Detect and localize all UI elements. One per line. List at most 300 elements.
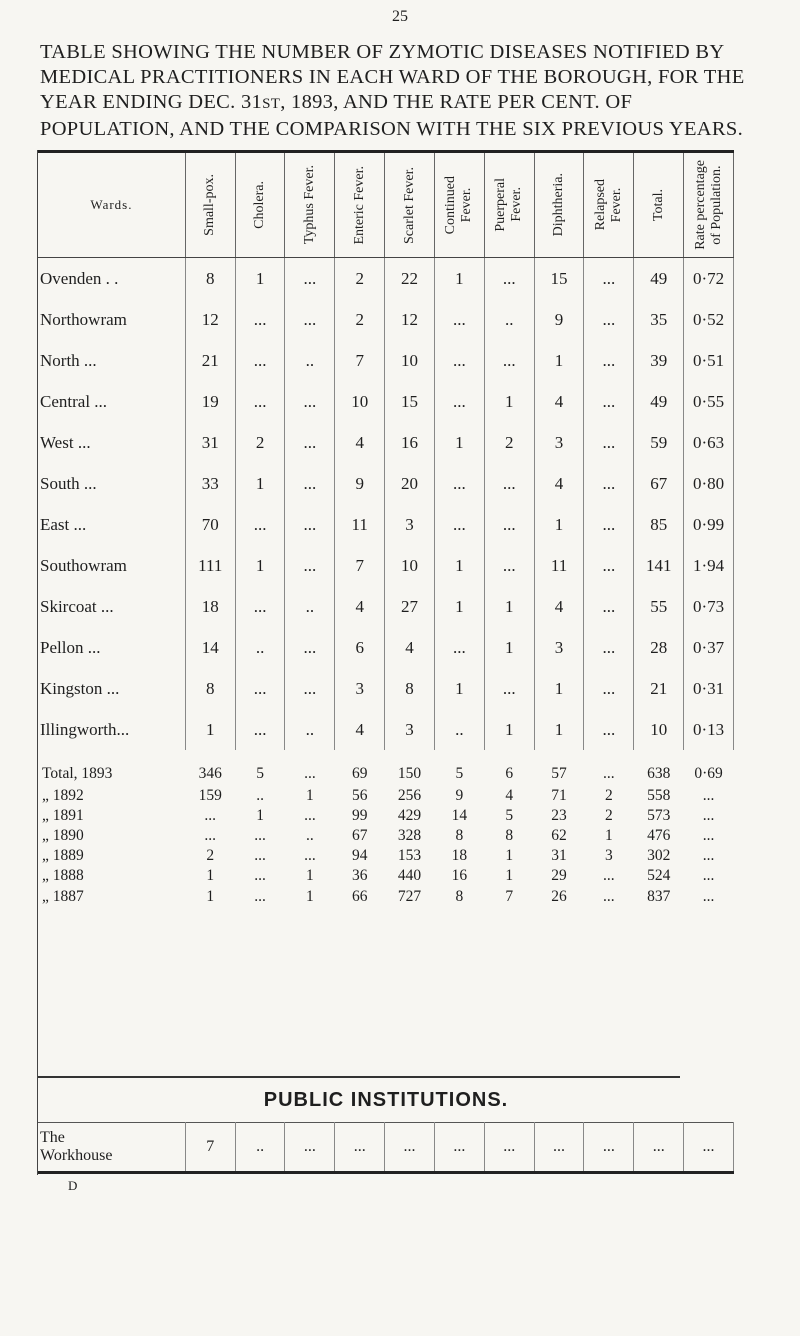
table-cell: ... [434,463,484,504]
table-cell: ... [285,545,335,586]
table-cell: ... [235,709,285,750]
table-cell: ... [702,888,715,905]
table-cell: 7 [335,545,385,586]
table-cell: 67 [634,463,684,504]
header-col-label: Typhus Fever. [301,165,317,245]
header-col-5 [434,152,484,258]
table-cell: 1 [484,586,534,627]
table-cell: 1 [484,381,534,422]
row-label: Northowram [38,299,185,340]
table-cell: 66 [351,888,368,905]
table-cell: ... [385,1123,435,1173]
table-cell: 1 [484,627,534,668]
table-cell: ... [285,258,335,300]
row-label: Skircoat ... [38,586,185,627]
row-label: Kingston ... [38,668,185,709]
table-cell: ... [484,504,534,545]
table-cell: ... [584,422,634,463]
table-row [38,545,734,586]
row-label: West ... [38,422,185,463]
header-col-label: Diphtheria. [551,173,567,237]
table-cell: 94 [351,847,368,864]
table-cell: 1 [206,867,215,884]
table-cell: ... [584,504,634,545]
table-cell: 1 [534,340,584,381]
table-cell: 0·72 [684,258,734,300]
table-cell: 1 [434,545,484,586]
table-cell: ... [484,340,534,381]
table-cell: 11 [534,545,584,586]
table-row [38,826,734,846]
table-cell: 302 [647,847,671,864]
table-cell: 1 [434,586,484,627]
table-cell: 31 [551,847,567,864]
table-row [38,709,734,750]
header-col-0 [185,152,235,258]
table-cell: 0·31 [684,668,734,709]
row-label: Southowram [38,545,185,586]
table-cell: 4 [534,381,584,422]
table-cell: 5 [505,807,514,824]
table-cell: .. [285,709,335,750]
table-body [38,258,734,909]
table-cell: 8 [185,668,235,709]
table-row [38,786,734,806]
table-cell: ... [484,545,534,586]
table-cell: ... [434,299,484,340]
table-cell: ... [285,299,335,340]
table-cell: 1 [306,787,314,804]
table-cell: 727 [397,888,422,905]
row-label: Illingworth... [38,709,185,750]
table-cell: ... [204,807,217,824]
table-cell: ... [584,258,634,300]
table-cell: 11 [335,504,385,545]
table-cell: ... [584,299,634,340]
table-cell: 4 [335,422,385,463]
table-cell: ... [702,827,715,844]
header-col-1 [235,152,285,258]
institution-name-line1: The [40,1129,65,1146]
table-cell: 26 [551,888,567,905]
table-cell: ... [603,867,615,884]
table-cell: 0·73 [684,586,734,627]
header-col-6 [484,152,534,258]
header-col-label: Continued Fever. [443,175,475,235]
table-cell: ... [584,381,634,422]
institution-name-line2: Workhouse [40,1147,113,1164]
header-row [38,152,734,258]
public-institutions-table [38,1122,734,1174]
table-cell: 0·63 [684,422,734,463]
table-cell: 21 [634,668,684,709]
separator-cell [38,750,734,762]
table-cell: 7 [185,1123,235,1173]
section-rule [38,1076,680,1078]
table-cell: ... [235,504,285,545]
table-cell: 1 [185,709,235,750]
table-cell: 0·69 [694,765,723,782]
table-cell: 1 [235,258,285,300]
table-cell: 4 [385,627,435,668]
table-cell: ... [603,765,615,782]
table-cell: ... [285,627,335,668]
header-col-label: Total. [650,188,666,222]
zymotic-diseases-table [38,150,734,908]
table-cell: ... [254,827,266,844]
page-number: 25 [392,8,408,25]
header-col-label: Rate percentage of Population. [692,160,724,250]
table-cell: 16 [451,867,468,884]
table-row [38,381,734,422]
table-cell: ... [584,545,634,586]
table-cell: 1 [206,888,215,905]
table-cell: 7 [505,888,514,905]
table-cell: 4 [335,586,385,627]
table-cell: ... [434,381,484,422]
row-label: Ovenden . . [38,258,185,300]
table-cell: 35 [634,299,684,340]
table-cell: ... [254,847,266,864]
table-cell: .. [285,586,335,627]
table-cell: 6 [335,627,385,668]
table-row [38,299,734,340]
table-cell: 429 [397,807,422,824]
table-cell: 150 [397,765,422,782]
table-cell: ... [702,807,715,824]
table-cell: 7 [335,340,385,381]
header-col-10 [684,152,734,258]
table-cell: ... [235,299,285,340]
table-cell: ... [285,463,335,504]
table-cell: 31 [185,422,235,463]
table-cell: 15 [534,258,584,300]
table-cell: 9 [534,299,584,340]
table-row [38,586,734,627]
table-cell: 85 [634,504,684,545]
table-cell: 3 [385,504,435,545]
table-cell: 476 [647,827,671,844]
table-cell: ... [254,867,266,884]
table-cell: 1 [434,258,484,300]
table-cell: 5 [455,765,464,782]
table-cell: 0·52 [684,299,734,340]
table-row [38,866,734,886]
row-label: East ... [38,504,185,545]
table-row [38,762,734,786]
table-cell: 256 [397,787,422,804]
table-cell: 8 [505,827,514,844]
table-cell: ... [584,463,634,504]
table-cell: 524 [647,867,671,884]
table-row [38,886,734,908]
table-cell: ... [484,463,534,504]
table-cell: 0·99 [684,504,734,545]
table-cell: 10 [634,709,684,750]
row-label: „ 1887 [42,888,84,905]
table-cell: 328 [397,827,422,844]
table-cell: ... [235,668,285,709]
table-cell: 2 [484,422,534,463]
title-ordinal-suffix: ST [262,96,281,112]
table-cell: ... [434,627,484,668]
table-cell: ... [254,888,266,905]
header-col-label: Puerperal Fever. [493,178,525,232]
table-cell: 4 [335,709,385,750]
table-cell: 49 [634,381,684,422]
table-cell: 159 [198,787,222,804]
table-cell: 638 [647,765,671,782]
table-cell: 141 [634,545,684,586]
table-cell: 9 [455,787,464,804]
table-cell: 18 [451,847,468,864]
table-cell: ... [304,765,316,782]
table-row [38,668,734,709]
table-cell: 2 [335,299,385,340]
table-cell: 1 [306,888,314,905]
table-cell: 18 [185,586,235,627]
header-col-4 [385,152,435,258]
institution-name [38,1123,185,1173]
table-cell: 0·55 [684,381,734,422]
table-cell: ... [584,627,634,668]
table-cell: 4 [534,463,584,504]
table-cell: 4 [534,586,584,627]
table-cell: ... [434,504,484,545]
table-cell: 12 [385,299,435,340]
table-cell: ... [235,381,285,422]
table-cell: 3 [534,627,584,668]
table-cell: ... [434,1123,484,1173]
table-cell: 20 [385,463,435,504]
table-cell: 5 [256,765,264,782]
table-cell: 99 [351,807,368,824]
table-cell: 1 [534,504,584,545]
table-cell: 10 [385,545,435,586]
table-cell: ... [603,888,615,905]
table-cell: 6 [505,765,514,782]
table-cell: 22 [385,258,435,300]
header-col-9 [634,152,684,258]
table-cell: ... [304,807,316,824]
table-cell: .. [256,787,264,804]
table-cell: 1 [534,668,584,709]
table-cell: ... [285,504,335,545]
table-cell: 8 [455,827,464,844]
table-cell: 0·80 [684,463,734,504]
table-cell: 111 [185,545,235,586]
table-cell: 27 [385,586,435,627]
table-cell: 1 [256,807,264,824]
table-cell: 28 [634,627,684,668]
table-cell: 0·51 [684,340,734,381]
table-cell: 56 [351,787,368,804]
table-cell: 8 [385,668,435,709]
table-cell: ... [285,668,335,709]
row-label: „ 1889 [42,847,84,864]
table-cell: .. [285,340,335,381]
table-cell: 9 [335,463,385,504]
table-cell: 36 [351,867,368,884]
table-cell: 70 [185,504,235,545]
table-cell: ... [702,867,715,884]
table-cell: ... [584,586,634,627]
row-label: „ 1890 [42,827,84,844]
table-cell: 49 [634,258,684,300]
table-cell: 1 [534,709,584,750]
table-cell: 8 [455,888,464,905]
table-cell: 12 [185,299,235,340]
table-cell: 67 [351,827,368,844]
table-cell: 346 [198,765,222,782]
table-row [38,422,734,463]
table-cell: ... [285,1123,335,1173]
table-cell: ... [285,381,335,422]
table-cell: ... [235,340,285,381]
table-cell: 1 [434,668,484,709]
table-row [38,846,734,866]
table-cell: 71 [551,787,567,804]
header-col-label: Small-pox. [202,174,218,236]
table-cell: ... [235,586,285,627]
table-cell: 1 [235,545,285,586]
table-cell: 1 [306,867,314,884]
table-cell: .. [235,1123,285,1173]
table-cell: 3 [534,422,584,463]
table-cell: ... [285,422,335,463]
header-col-8 [584,152,634,258]
table-cell: .. [235,627,285,668]
row-label: Total, 1893 [42,765,113,782]
table-cell: 0·13 [684,709,734,750]
table-cell: 10 [335,381,385,422]
title-text-after: , 1893, AND THE RATE PER CENT. OF POPULATION, AND THE COMPARISON WITH THE SIX PREVIOUS YEARS. [40,91,743,140]
public-institutions-heading: PUBLIC INSTITUTIONS. [263,1089,509,1111]
table-cell: 19 [185,381,235,422]
table-row [38,463,734,504]
institution-row [38,1123,734,1173]
table-row [38,806,734,826]
table-cell: 573 [647,807,671,824]
table-cell: ... [484,668,534,709]
table-cell: 59 [634,422,684,463]
row-label: „ 1888 [42,867,84,884]
table-cell: ... [534,1123,584,1173]
title-text-before: TABLE SHOWING THE NUMBER OF ZYMOTIC DISEASES NOTIFIED BY MEDICAL PRACTITIONERS IN EACH WARD OF THE BOROUGH, FOR THE YEAR ENDING DEC. 31 [40,41,745,113]
table-cell: ... [204,827,217,844]
table-cell: 1 [604,827,613,844]
header-col-3 [335,152,385,258]
table-cell: 29 [551,867,567,884]
row-label: „ 1891 [42,807,84,824]
table-cell: 558 [647,787,671,804]
table-cell: ... [484,258,534,300]
table-cell: 14 [185,627,235,668]
table-cell: ... [584,709,634,750]
table-cell: ... [335,1123,385,1173]
signature-mark: D [68,1178,78,1193]
table-cell: 33 [185,463,235,504]
table-cell: 14 [451,807,468,824]
table-cell: 4 [505,787,514,804]
table-cell: 1 [434,422,484,463]
table-cell: 55 [634,586,684,627]
row-label: South ... [38,463,185,504]
table-cell: 1 [505,867,514,884]
table-cell: 23 [551,807,567,824]
table-cell: 1 [505,847,514,864]
table-row [38,504,734,545]
table-cell: 8 [185,258,235,300]
table-title [40,40,760,142]
table-cell: 2 [235,422,285,463]
table-cell: 0·37 [684,627,734,668]
header-col-label: Cholera. [252,181,268,229]
table-cell: 1 [235,463,285,504]
table-cell: .. [484,299,534,340]
table-cell: ... [702,787,715,804]
table-cell: 1·94 [684,545,734,586]
row-label: Pellon ... [38,627,185,668]
table-row [38,340,734,381]
table-cell: 69 [351,765,368,782]
table-cell: 2 [335,258,385,300]
table-cell: ... [702,847,715,864]
table-cell: ... [634,1123,684,1173]
row-label: Central ... [38,381,185,422]
table-cell: 2 [604,787,613,804]
header-col-label: Scarlet Fever. [401,166,417,244]
public-institutions-body [38,1123,734,1173]
header-wards: Wards. [38,152,185,258]
table-cell: 440 [397,867,422,884]
table-cell: ... [484,1123,534,1173]
table-cell: 153 [397,847,422,864]
table-cell: 1 [484,709,534,750]
table-row [38,258,734,300]
table-cell: ... [584,668,634,709]
table-cell: .. [306,827,314,844]
table-cell: 2 [206,847,215,864]
table-cell: 15 [385,381,435,422]
table-cell: 3 [385,709,435,750]
header-col-7 [534,152,584,258]
table-cell: ... [304,847,316,864]
table-cell: ... [584,340,634,381]
table-cell: 3 [604,847,613,864]
table-cell: 10 [385,340,435,381]
table-cell: 21 [185,340,235,381]
table-cell: ... [584,1123,634,1173]
table-cell: 57 [551,765,567,782]
table-cell: ... [684,1123,734,1173]
table-cell: 837 [647,888,671,905]
table-cell: .. [434,709,484,750]
header-col-label: Relapsed Fever. [592,179,624,231]
row-label: „ 1892 [42,787,84,804]
header-col-label: Enteric Fever. [351,165,367,245]
row-label: North ... [38,340,185,381]
table-cell: ... [434,340,484,381]
table-cell: 2 [604,807,613,824]
header-col-2 [285,152,335,258]
table-cell: 3 [335,668,385,709]
separator-row [38,750,734,762]
table-cell: 39 [634,340,684,381]
table-cell: 16 [385,422,435,463]
table-cell: 62 [551,827,567,844]
table-row [38,627,734,668]
